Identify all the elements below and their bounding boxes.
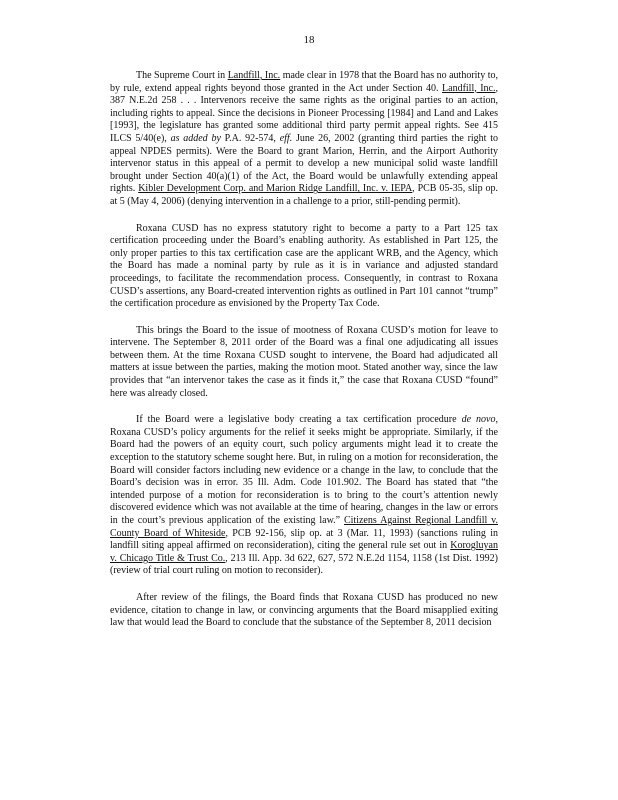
italic-term: de novo	[461, 414, 496, 426]
case-citation: Kibler Development Corp. and Marion Ridge Landfill, Inc. v. IEPA	[138, 183, 413, 195]
paragraph-3	[110, 325, 498, 401]
paragraph-text: After review of the filings, the Board finds that Roxana CUSD has produced no new evidence, citation to change in law, or convincing arguments that the Board misapplied exiting law that would lead the Board to conclude that the substance of the September 8, 2011 decision	[110, 591, 498, 629]
italic-term: as added by	[170, 132, 221, 144]
case-citation: Citizens Against Regional Landfill v. County Board of Whiteside	[110, 515, 498, 539]
paragraph-text: Roxana CUSD has no express statutory right to become a party to a Part 125 tax certification proceeding under the Board’s enabling authority. As established in Part 125, the only proper parties to this tax certification case are the applicant WRB, and the Agency, which the Board has made a nominal party by rule as it is in variance and adjusted standard proceedings, to facilitate the recommendation process. Consequently, in contrast to Roxana CUSD’s assertions, any Board-created intervention rights as outlined in Part 101 cannot “trump” the certification procedure as envisioned by the Property Tax Code.	[110, 222, 498, 310]
paragraph-text: This brings the Board to the issue of mootness of Roxana CUSD’s motion for leave to intervene. The September 8, 2011 order of the Board was a final one adjudicating all issues between them. At the time Roxana CUSD sought to intervene, the Board had adjudicated all matters at issue between the parties, making the motion moot. Stated another way, since the law provides that “an intervenor takes the case as it finds it,” the case that Roxana CUSD “found” here was already closed.	[110, 324, 498, 399]
paragraph-2	[110, 223, 498, 311]
paragraph-text: If the Board were a legislative body creating a tax certification procedure	[136, 414, 462, 426]
case-citation: Landfill, Inc.	[227, 70, 281, 81]
page-number: 18	[303, 34, 315, 46]
paragraph-text: , PCB 92-156, slip op. at 3 (Mar. 11, 1993) (sanctions ruling in landfill siting appeal affirmed on reconsideration), citing the general rule set out in	[110, 527, 498, 552]
paragraph-text: P.A. 92-574,	[220, 132, 280, 144]
paragraph-1	[110, 70, 498, 209]
case-citation: Landfill, Inc.	[442, 82, 496, 94]
document-body	[110, 70, 498, 644]
paragraph-text: The Supreme Court in	[136, 70, 228, 81]
paragraph-5	[110, 592, 498, 630]
italic-term: eff.	[279, 132, 293, 144]
paragraph-text: June 26, 2002 (granting third parties the right to appeal NPDES permits). Were the Board to grant Marion, Herrin, and the Airport Authority intervenor status in this appeal of a permit to develop a new municipal solid waste landfill brought under Section 40(a)(1) of the Act, the Board would be unlawfully extending appeal rights.	[110, 132, 498, 195]
paragraph-text: , 387 N.E.2d 258 . . . Intervenors receive the same rights as the original parties to an action, including rights to appeal. Since the decisions in Pioneer Processing [1984] and Land and Lakes [1993], the legislature has granted some additional third party permit appeal rights. See 415 ILCS 5/40(e),	[110, 82, 498, 144]
case-citation: Korogluyan v. Chicago Title & Trust Co.	[110, 540, 498, 564]
paragraph-text: , PCB 05-35, slip op. at 5 (May 4, 2006) (denying intervention in a challenge to a prior, still-pending permit).	[110, 183, 498, 207]
paragraph-text: , Roxana CUSD’s policy arguments for the relief it seeks might be appropriate. Similarly, if the Board had the powers of an equity court, such policy arguments might lead it to create the exception to the statutory scheme sought here. But, in ruling on a motion for reconsideration, the Board will consider factors including new evidence or a change in the law, to conclude that the Board’s decision was in error. 35 Ill. Adm. Code 101.902. The Board has stated that “the intended purpose of a motion for reconsideration is to bring to the court’s attention newly discovered evidence which was not available at the time of hearing, changes in the law or errors in the court’s previous application of the existing law.”	[110, 414, 498, 526]
paragraph-4	[110, 414, 498, 578]
paragraph-text: made clear in 1978 that the Board has no authority to, by rule, extend appeal rights beyond those granted in the Act under Section 40.	[110, 70, 498, 94]
paragraph-text: , 213 Ill. App. 3d 622, 627, 572 N.E.2d 1154, 1158 (1st Dist. 1992) (review of trial court ruling on motion to reconsider).	[110, 552, 498, 577]
